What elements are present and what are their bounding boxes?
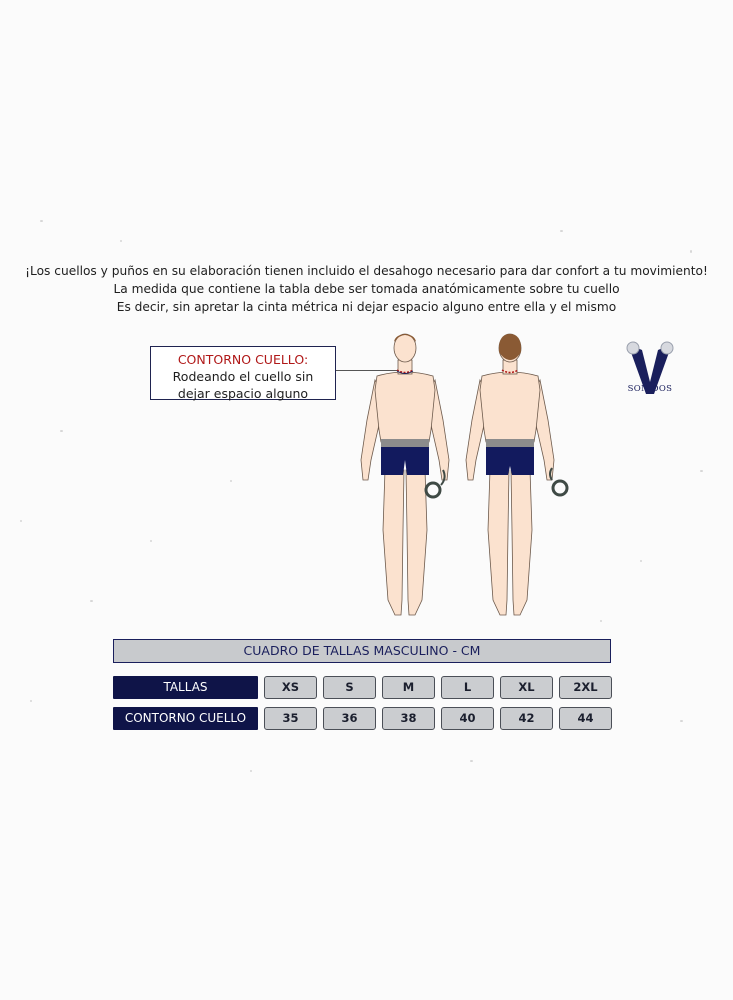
size-cell: XS bbox=[264, 676, 317, 699]
neck-cell: 35 bbox=[264, 707, 317, 730]
brand-name: SON DOS bbox=[627, 384, 673, 394]
size-cell: 2XL bbox=[559, 676, 612, 699]
neck-cell: 42 bbox=[500, 707, 553, 730]
neck-cell: 40 bbox=[441, 707, 494, 730]
size-chart-title: CUADRO DE TALLAS MASCULINO - CM bbox=[113, 639, 611, 663]
neck-cell: 36 bbox=[323, 707, 376, 730]
neck-cell: 38 bbox=[382, 707, 435, 730]
callout-line-1: Rodeando el cuello sin bbox=[172, 369, 314, 384]
neck-row-label: CONTORNO CUELLO bbox=[113, 707, 258, 730]
size-cell: S bbox=[323, 676, 376, 699]
size-cell: XL bbox=[500, 676, 553, 699]
neck-cell: 44 bbox=[559, 707, 612, 730]
sizes-row-label: TALLAS bbox=[113, 676, 258, 699]
intro-line-3: Es decir, sin apretar la cinta métrica ni dejar espacio alguno entre ella y el mismo bbox=[116, 300, 617, 314]
intro-line-1: ¡Los cuellos y puños en su elaboración tienen incluido el desahogo necesario para dar confort a tu movimiento! bbox=[25, 264, 708, 278]
intro-text bbox=[0, 262, 733, 316]
callout-title: CONTORNO CUELLO: bbox=[177, 352, 309, 367]
size-cell: M bbox=[382, 676, 435, 699]
male-figure-front bbox=[355, 330, 455, 625]
male-figure-back bbox=[460, 330, 580, 625]
size-cell: L bbox=[441, 676, 494, 699]
neck-measure-callout bbox=[150, 346, 336, 400]
callout-line-2: dejar espacio alguno bbox=[177, 386, 309, 401]
intro-line-2: La medida que contiene la tabla debe ser tomada anatómicamente sobre tu cuello bbox=[113, 282, 620, 296]
